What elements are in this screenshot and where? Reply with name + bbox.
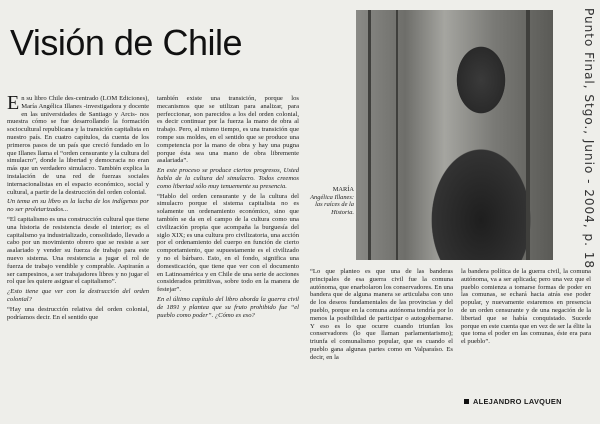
paragraph: también existe una transición, porque los mecanismos que se utilizan para analizar, para perfeccionar, son parecidos a los del orden colonial, es decir continuar por la fuerza la mano de obra al trabajo. Pero, al mismo tiempo, es una transición que rompe sus moldes, en el sentido que se produce una competencia por la mano de obra y hay una pugna porque ésta sea una mano de obra libremente asalariada”. [157,95,299,165]
portrait-photo [356,10,553,260]
question: Un tema en su libro es la lucha de los indígenas por no ser proletarizados... [7,198,149,214]
tree-trunk [526,10,530,260]
tree-trunk [396,10,398,260]
tree-trunk [368,10,371,260]
author-byline [464,397,562,406]
author-name: ALEJANDRO LAVQUEN [473,397,562,406]
paragraph: “Hablo del orden censurante y de la cultura del simulacro porque el sistema capitalista no es solamente un ordenamiento económico, sino que también se da en el campo de la cultura como una civilización propia que acompaña la burguesía del siglo XIX; es una cultura pro civilizatoria, una acción por el ordenamiento del cuerpo en función de cierto comportamiento, que supuestamente es el civilizado y no el bárbaro. Esto, en el fondo, significa una domesticación, que tiene que ver con el documento en Latinoamérica y en Chile de una serie de acciones considerados primitivas, sobre todo en la manera de festejar”. [157,192,299,294]
handwritten-note: Punto Final, Stgo., Junio - 2004, p. 18 [582,8,596,269]
caption-text: Angélica Illanes: las raíces de la Historia. [310,193,354,216]
photo-caption [310,186,354,216]
paragraph: “Lo que planteo es que una de las banderas principales de esa guerra civil fue la comuna autónoma, que enarbolaron los conservadores. En una bandera que de alguna manera se articulaba con uno de los deseos fundamentales de las provincias y del pueblo, porque en la comuna autónoma tendría por lo menos la posibilidad de participar o autogobernarse. Y eso es lo que ocurre cuando triunfan los conservadores (lo que llaman parlamentarismo); triunfa el comunalismo popular, que es cuando el pueblo gana algunas partes como en Valparaíso. Es decir, en la [310,268,453,361]
question: En este proceso se produce ciertos progresos, Usted habla de la cultura del simulacro. Todos creemos como libertad sólo muy tenuemente su presencia. [157,167,299,190]
paragraph: “El capitalismo es una construcción cultural que tiene una historia de resistencia desde el interior; es el capitalismo ya industrializado, consolidado, llevado a cabo por un movimiento obrero que se resiste a ser asalariado y vender su fuerza de trabajo para este nuevo sistema. Una resistencia a jugar el rol de fuerza de trabajo vendible y comprable. Aspirarán a ser campesinos, a ser trabajadores libres y no jugar el rol que les quiere asignar el capitalismo”. [7,215,149,286]
paragraph: n su libro Chile des-centrado (LOM Ediciones), María Angélica Illanes -investigadora y docente en las universidades de Santiago y Arcis- nos muestra cómo se fue desarrollando la formación sociocultural republicana y la transición capitalista en nuestro país. En cuatro capítulos, da cuenta de los primeros pasos de un país que creció fundado en lo que Illanes llama el “orden censurante y la cultura del simulacro”, donde la libertad y democracia no eran más que un verdadero simulacro. También explica la instalación de una red de fuerzas sociales internacionalistas en el espacio económico, social y cultural, a partir de la destrucción del orden colonial. [7,95,149,196]
paragraph: la bandera política de la guerra civil, la comuna autónoma, va a ser aplicada; pero una vez que el pueblo comienza a tomarse formas de poder en las comunas, se echará hacia atrás ese poder popular, y nuevamente estaremos en presencia de un orden censurante y de una negación de la libertad que se había conquistado. Sucede porque en este cuenta que en vez de ser la élite la que toma el poder en las comunas, éste era para el pueblo”. [461,268,591,346]
caption-name: MARÍA [332,186,354,193]
square-bullet-icon [464,399,469,404]
article-title: Visión de Chile [10,22,242,63]
article-column-3 [310,268,453,398]
question: ¿Esto tiene que ver con la destrucción del orden colonial? [7,288,149,303]
article-column-1 [7,95,149,421]
article-column-2 [157,95,299,421]
question: En el último capítulo del libro aborda la guerra civil de 1891 y plantea que su fruto prohibido fue “el pueblo como poder”. ¿Cómo es eso? [157,295,299,319]
drop-cap: E [7,95,20,114]
article-column-4 [461,268,591,388]
paragraph: “Hay una destrucción relativa del orden colonial, podríamos decir. En el sentido que [7,305,149,321]
